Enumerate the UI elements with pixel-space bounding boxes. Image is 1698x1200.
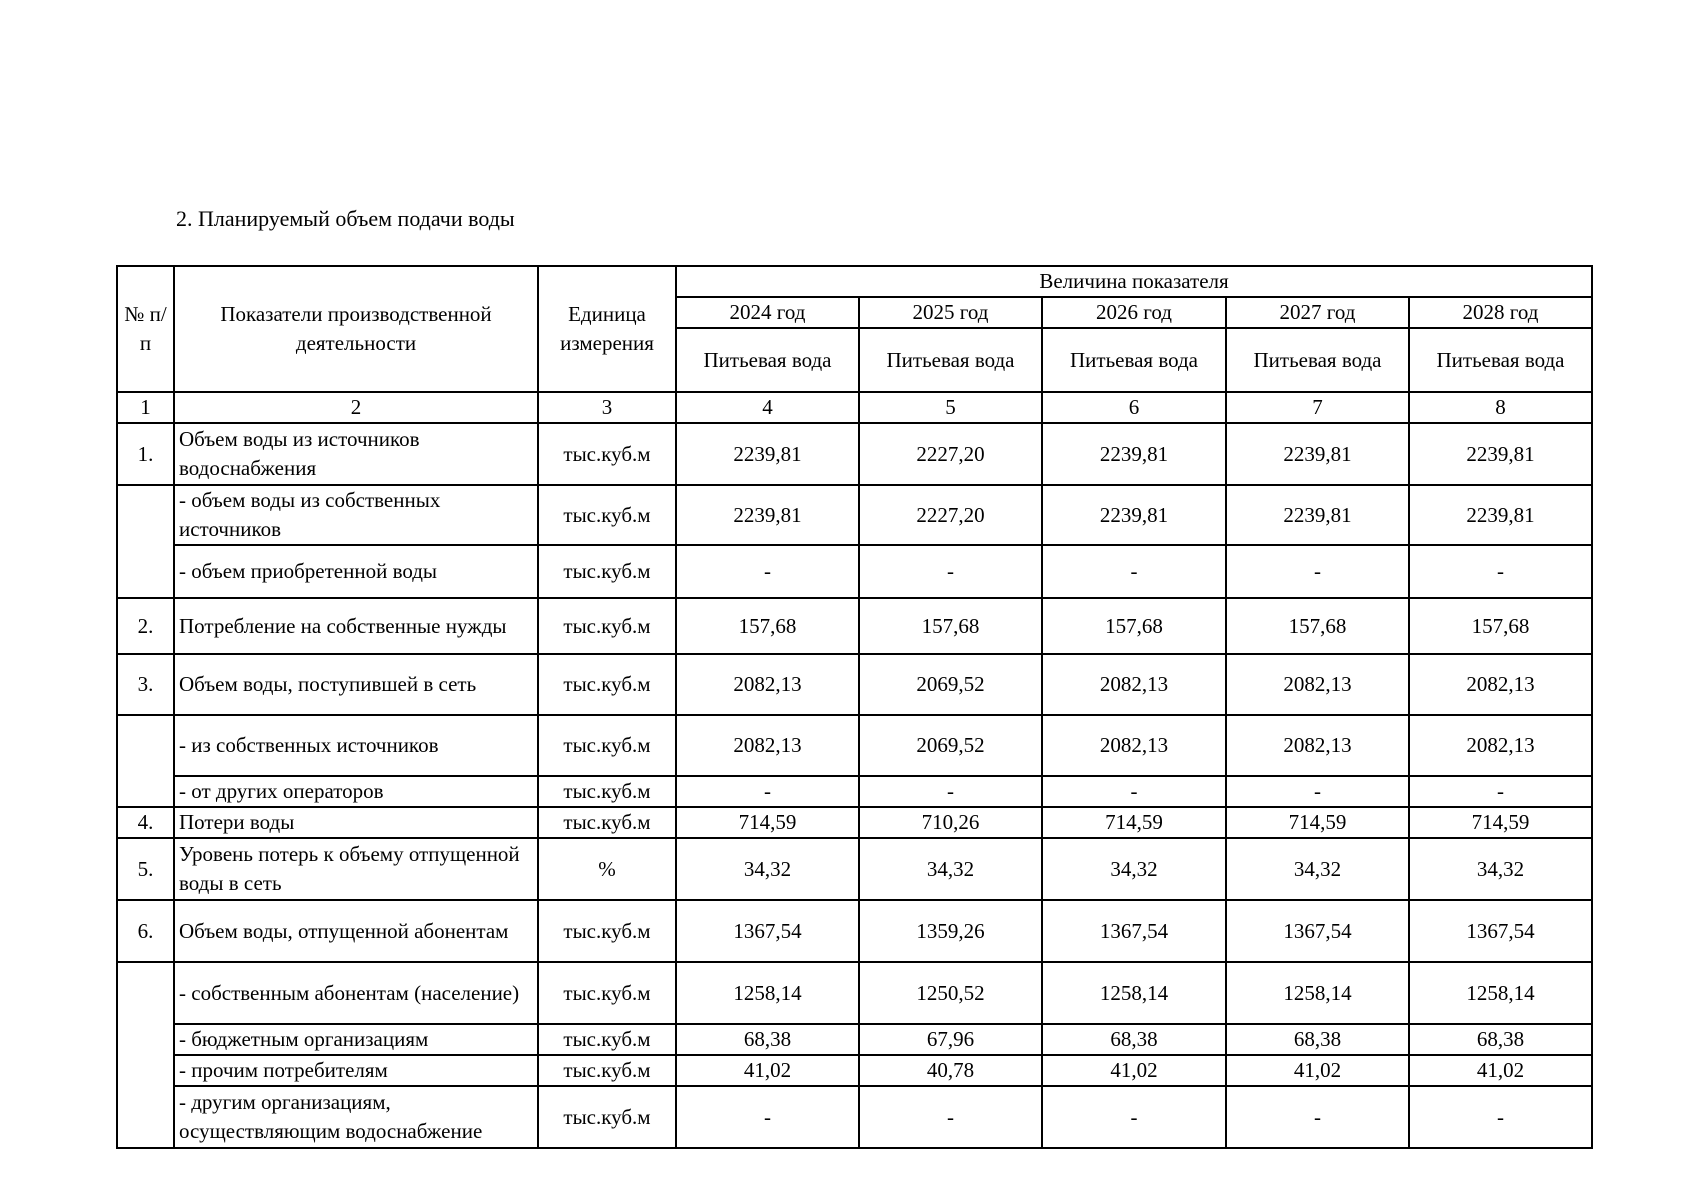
row-unit: тыс.куб.м — [538, 715, 676, 776]
row-value: 1250,52 — [859, 962, 1042, 1024]
row-number: 1. — [117, 423, 174, 485]
row-number — [117, 715, 174, 807]
table-row — [117, 838, 1592, 900]
row-indicator: Объем воды, отпущенной абонентам — [174, 900, 538, 962]
header-unit: Единица измерения — [538, 266, 676, 392]
row-value: 2082,13 — [1409, 715, 1592, 776]
row-value: 2082,13 — [1409, 654, 1592, 715]
row-unit: тыс.куб.м — [538, 598, 676, 654]
row-value: 68,38 — [676, 1024, 859, 1055]
row-value: 34,32 — [859, 838, 1042, 900]
row-value: 157,68 — [676, 598, 859, 654]
header-year: 2024 год — [676, 297, 859, 328]
row-number: 3. — [117, 654, 174, 715]
header-water-type: Питьевая вода — [1409, 328, 1592, 392]
row-value: 2239,81 — [1226, 423, 1409, 485]
row-number: 4. — [117, 807, 174, 838]
row-value: 2227,20 — [859, 485, 1042, 545]
document-title: 2. Планируемый объем подачи воды — [176, 206, 515, 231]
row-value: 68,38 — [1226, 1024, 1409, 1055]
row-value: - — [1042, 776, 1226, 807]
header-indicator: Показатели производственной деятельности — [174, 266, 538, 392]
table-row — [117, 776, 1592, 807]
row-unit: тыс.куб.м — [538, 807, 676, 838]
row-unit: тыс.куб.м — [538, 1086, 676, 1148]
row-value: 2082,13 — [1226, 715, 1409, 776]
row-value: 34,32 — [1226, 838, 1409, 900]
column-number: 4 — [676, 392, 859, 423]
row-value: - — [676, 545, 859, 598]
row-value: 2227,20 — [859, 423, 1042, 485]
row-indicator: Потери воды — [174, 807, 538, 838]
row-value: - — [859, 776, 1042, 807]
row-value: 68,38 — [1409, 1024, 1592, 1055]
header-year: 2025 год — [859, 297, 1042, 328]
row-value: 2082,13 — [676, 715, 859, 776]
row-value: - — [1042, 1086, 1226, 1148]
table-row — [117, 423, 1592, 485]
row-value: - — [676, 1086, 859, 1148]
row-value: 1258,14 — [1409, 962, 1592, 1024]
row-value: 68,38 — [1042, 1024, 1226, 1055]
row-value: 1367,54 — [1409, 900, 1592, 962]
row-value: 157,68 — [1226, 598, 1409, 654]
column-number: 3 — [538, 392, 676, 423]
row-number — [117, 962, 174, 1148]
row-value: 157,68 — [1409, 598, 1592, 654]
row-indicator: Потребление на собственные нужды — [174, 598, 538, 654]
row-number: 2. — [117, 598, 174, 654]
table-row — [117, 598, 1592, 654]
row-unit: тыс.куб.м — [538, 962, 676, 1024]
table-row — [117, 962, 1592, 1024]
row-indicator: - объем воды из собственных источников — [174, 485, 538, 545]
row-value: 710,26 — [859, 807, 1042, 838]
row-value: - — [1409, 545, 1592, 598]
row-value: 34,32 — [1409, 838, 1592, 900]
table-row — [117, 1055, 1592, 1086]
table-row — [117, 715, 1592, 776]
column-number: 1 — [117, 392, 174, 423]
row-value: 1359,26 — [859, 900, 1042, 962]
row-value: 34,32 — [676, 838, 859, 900]
header-water-type: Питьевая вода — [1226, 328, 1409, 392]
row-value: 41,02 — [1226, 1055, 1409, 1086]
row-value: 2082,13 — [1042, 715, 1226, 776]
row-value: - — [1409, 1086, 1592, 1148]
row-unit: % — [538, 838, 676, 900]
row-value: 40,78 — [859, 1055, 1042, 1086]
row-value: 2239,81 — [676, 423, 859, 485]
header-water-type: Питьевая вода — [1042, 328, 1226, 392]
row-unit: тыс.куб.м — [538, 485, 676, 545]
row-value: - — [859, 1086, 1042, 1148]
row-indicator: - объем приобретенной воды — [174, 545, 538, 598]
table-row — [117, 485, 1592, 545]
row-value: 41,02 — [676, 1055, 859, 1086]
row-unit: тыс.куб.м — [538, 776, 676, 807]
row-value: 714,59 — [676, 807, 859, 838]
row-value: 1367,54 — [1226, 900, 1409, 962]
row-indicator: Объем воды, поступившей в сеть — [174, 654, 538, 715]
row-value: - — [1042, 545, 1226, 598]
row-value: 2069,52 — [859, 715, 1042, 776]
header-water-type: Питьевая вода — [676, 328, 859, 392]
row-value: 2239,81 — [1042, 485, 1226, 545]
row-indicator: - от других операторов — [174, 776, 538, 807]
row-number: 5. — [117, 838, 174, 900]
header-num: № п/п — [117, 266, 174, 392]
row-indicator: - бюджетным организациям — [174, 1024, 538, 1055]
row-unit: тыс.куб.м — [538, 1055, 676, 1086]
row-value: 1258,14 — [676, 962, 859, 1024]
row-value: 2239,81 — [1226, 485, 1409, 545]
row-value: - — [1226, 776, 1409, 807]
row-value: 2239,81 — [1042, 423, 1226, 485]
row-value: - — [1409, 776, 1592, 807]
table-row — [117, 654, 1592, 715]
row-unit: тыс.куб.м — [538, 1024, 676, 1055]
row-value: 1367,54 — [676, 900, 859, 962]
row-indicator: - другим организациям, осуществляющим водоснабжение — [174, 1086, 538, 1148]
row-number — [117, 485, 174, 598]
header-year: 2026 год — [1042, 297, 1226, 328]
row-unit: тыс.куб.м — [538, 654, 676, 715]
table-row — [117, 900, 1592, 962]
column-number-row — [117, 392, 1592, 423]
header-water-type: Питьевая вода — [859, 328, 1042, 392]
row-value: 34,32 — [1042, 838, 1226, 900]
row-unit: тыс.куб.м — [538, 900, 676, 962]
row-value: - — [859, 545, 1042, 598]
row-value: 714,59 — [1409, 807, 1592, 838]
row-value: - — [676, 776, 859, 807]
row-value: 714,59 — [1226, 807, 1409, 838]
row-unit: тыс.куб.м — [538, 423, 676, 485]
row-value: 2082,13 — [676, 654, 859, 715]
row-unit: тыс.куб.м — [538, 545, 676, 598]
row-value: 1367,54 — [1042, 900, 1226, 962]
row-value: 2239,81 — [1409, 485, 1592, 545]
row-value: - — [1226, 545, 1409, 598]
row-value: 2069,52 — [859, 654, 1042, 715]
row-value: 2239,81 — [1409, 423, 1592, 485]
row-indicator: Уровень потерь к объему отпущенной воды в сеть — [174, 838, 538, 900]
row-indicator: - прочим потребителям — [174, 1055, 538, 1086]
header-value-group: Величина показателя — [676, 266, 1592, 297]
table-row — [117, 1086, 1592, 1148]
row-value: 1258,14 — [1042, 962, 1226, 1024]
row-indicator: - из собственных источников — [174, 715, 538, 776]
row-indicator: - собственным абонентам (население) — [174, 962, 538, 1024]
row-value: 157,68 — [859, 598, 1042, 654]
row-value: 41,02 — [1409, 1055, 1592, 1086]
row-value: 67,96 — [859, 1024, 1042, 1055]
header-year: 2027 год — [1226, 297, 1409, 328]
row-value: 41,02 — [1042, 1055, 1226, 1086]
column-number: 6 — [1042, 392, 1226, 423]
header-year: 2028 год — [1409, 297, 1592, 328]
row-value: - — [1226, 1086, 1409, 1148]
table-row — [117, 545, 1592, 598]
row-value: 1258,14 — [1226, 962, 1409, 1024]
column-number: 5 — [859, 392, 1042, 423]
row-value: 2082,13 — [1226, 654, 1409, 715]
row-value: 2082,13 — [1042, 654, 1226, 715]
table-row — [117, 1024, 1592, 1055]
row-value: 714,59 — [1042, 807, 1226, 838]
row-indicator: Объем воды из источников водоснабжения — [174, 423, 538, 485]
column-number: 8 — [1409, 392, 1592, 423]
row-number: 6. — [117, 900, 174, 962]
table-row — [117, 807, 1592, 838]
row-value: 157,68 — [1042, 598, 1226, 654]
row-value: 2239,81 — [676, 485, 859, 545]
column-number: 7 — [1226, 392, 1409, 423]
column-number: 2 — [174, 392, 538, 423]
water-supply-table — [116, 265, 1593, 1149]
